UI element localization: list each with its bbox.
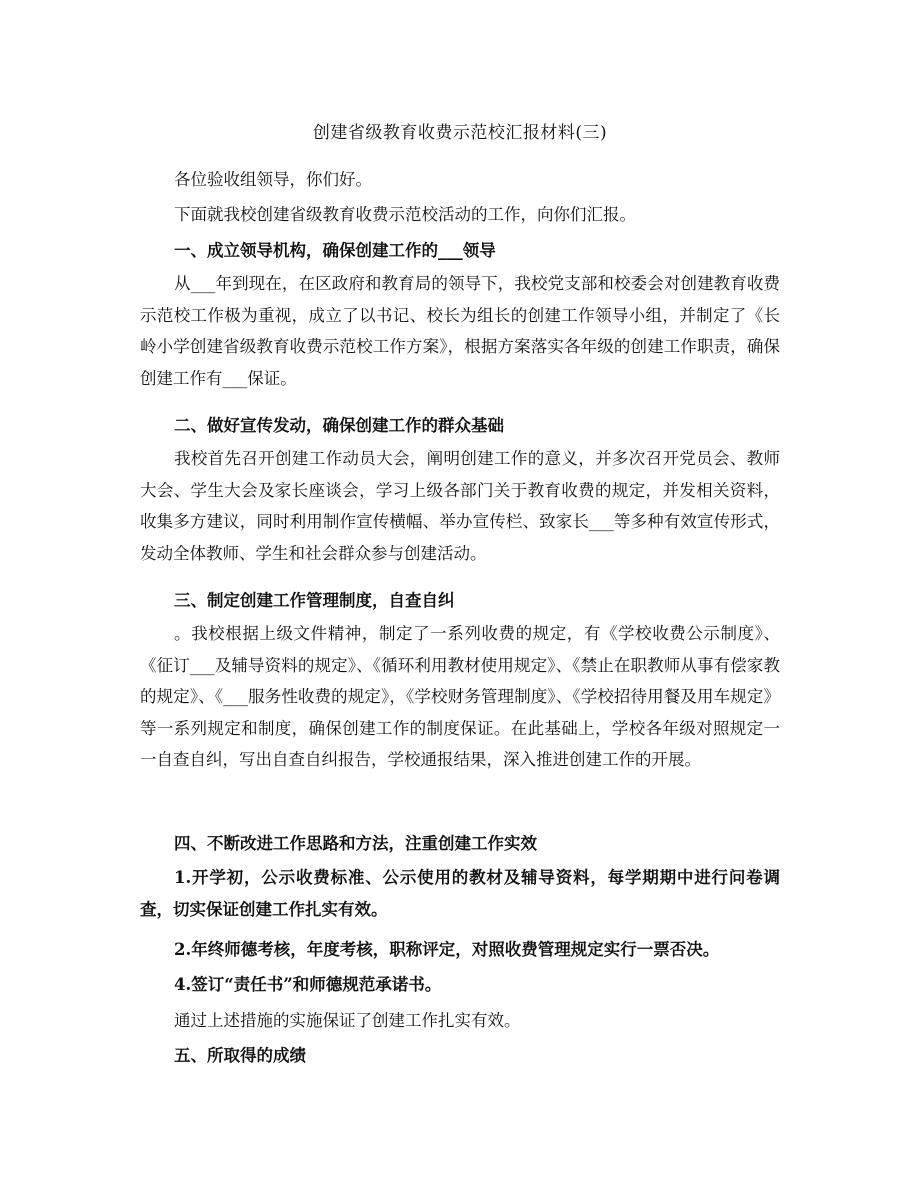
heading-section-5: 五、所取得的成绩 [174, 1046, 306, 1065]
paragraph-section-3: 。我校根据上级文件精神，制定了一系列收费的规定，有《学校收费公示制度》、《征订___及辅导资料的规定》、《循环利用教材使用规定》、《禁止在职教师从事有偿家教的规定》、《___服务性收费的规定》，《学校财务管理制度》、《学校招待用餐及用车规定》等一系列规定和制度，确保创建工作的制度保证。在此基础上，学校各年级对照规定一一自查自纠，写出自查自纠报告，学校通报结果，深入推进创建工作的开展。 [140, 624, 780, 769]
paragraph-section-2: 我校首先召开创建工作动员大会，阐明创建工作的意义，并多次召开党员会、教师大会、学生大会及家长座谈会，学习上级各部门关于教育收费的规定，并发相关资料，收集多方建议，同时利用制作宣传横幅、举办宣传栏、致家长___等多种有效宣传形式，发动全体教师、学生和社会群众参与创建活动。 [140, 449, 780, 563]
document-title: 创建省级教育收费示范校汇报材料(三) [312, 123, 608, 143]
list-item-1: 1.开学初，公示收费标准、公示使用的教材及辅导资料，每学期期中进行问卷调查，切实保证创建工作扎实有效。 [140, 868, 780, 919]
heading-section-1: 一、成立领导机构，确保创建工作的___领导 [174, 241, 496, 260]
paragraph-summary: 通过上述措施的实施保证了创建工作扎实有效。 [174, 1011, 521, 1030]
list-item-4: 4.签订“责任书”和师德规范承诺书。 [174, 975, 442, 994]
heading-section-3: 三、制定创建工作管理制度，自查自纠 [174, 591, 455, 610]
paragraph-section-1: 从___年到现在，在区政府和教育局的领导下，我校党支部和校委会对创建教育收费示范校工作极为重视，成立了以书记、校长为组长的创建工作领导小组，并制定了《长岭小学创建省级教育收费示范校工作方案》，根据方案落实各年级的创建工作职责，确保创建工作有___保证。 [140, 274, 780, 388]
list-item-2: 2.年终师德考核，年度考核，职称评定，对照收费管理规定实行一票否决。 [174, 940, 720, 959]
heading-section-4: 四、不断改进工作思路和方法，注重创建工作实效 [174, 834, 537, 853]
paragraph-greeting: 各位验收组领导，你们好。 [174, 170, 372, 189]
paragraph-intro: 下面就我校创建省级教育收费示范校活动的工作，向你们汇报。 [174, 205, 636, 224]
heading-section-2: 二、做好宣传发动，确保创建工作的群众基础 [174, 416, 504, 435]
